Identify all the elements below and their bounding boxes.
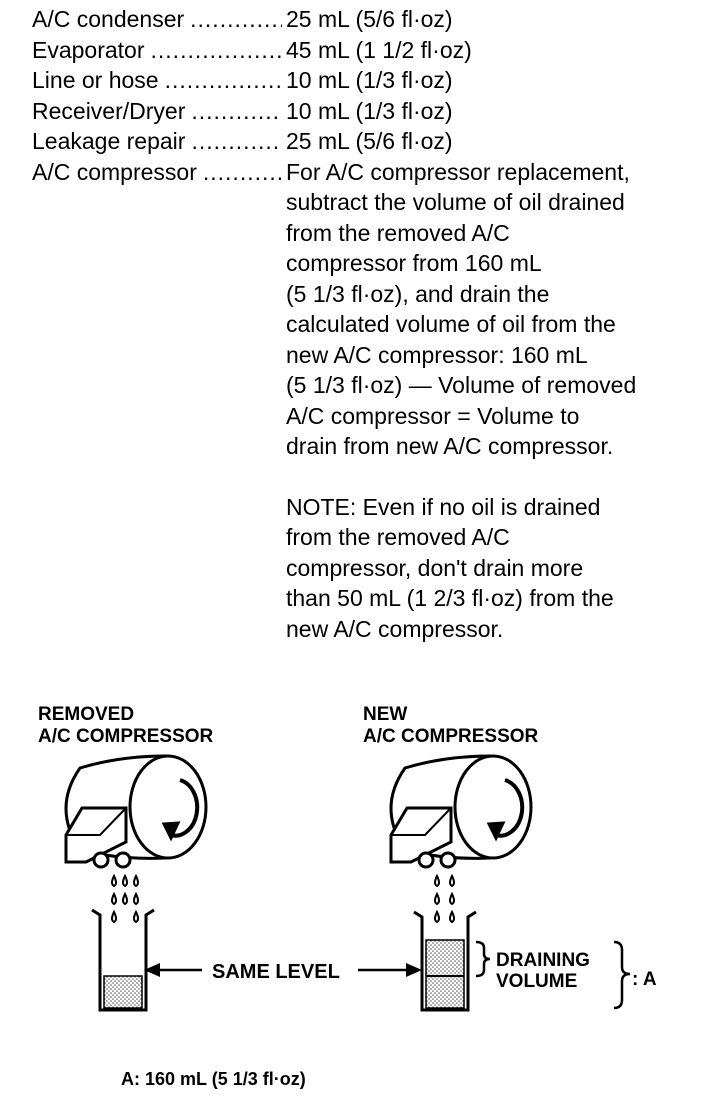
note-line: new A/C compressor. (286, 615, 504, 642)
note-line: from the removed A/C (286, 524, 510, 550)
same-level-arrow-right-icon (358, 963, 422, 977)
spec-value: 45 mL (1 1/2 fl·oz) (286, 36, 472, 63)
footnote: A: 160 mL (5 1/3 fl·oz) (121, 1069, 306, 1089)
instruction-line: new A/C compressor: 160 mL (286, 341, 588, 368)
removed-compressor-title-2: A/C COMPRESSOR (38, 726, 214, 747)
instruction-line: calculated volume of oil from the (286, 311, 616, 337)
removed-oil-drops-icon (112, 876, 138, 922)
instruction-line: For A/C compressor replacement, (286, 158, 630, 185)
instruction-line: subtract the volume of oil drained (286, 189, 625, 215)
spec-row-line-hose (32, 65, 692, 96)
draining-volume-label-2: VOLUME (496, 971, 578, 992)
spec-label: Leakage repair (32, 128, 186, 154)
note-line: than 50 mL (1 2/3 fl·oz) from the (286, 585, 614, 611)
instruction-line: from the removed A/C (286, 219, 510, 246)
instruction-line: drain from new A/C compressor. (286, 433, 614, 459)
draining-volume-brace-icon (476, 942, 490, 976)
spec-value: 25 mL (5/6 fl·oz) (286, 128, 453, 154)
spec-value: 25 mL (5/6 fl·oz) (286, 6, 453, 32)
new-measuring-cylinder (414, 912, 476, 1010)
spec-label: Line or hose (32, 67, 159, 93)
spec-label: Evaporator (32, 36, 145, 63)
instruction-line: (5 1/3 fl·oz) — Volume of removed (286, 372, 637, 398)
spec-value: 10 mL (1/3 fl·oz) (286, 67, 453, 93)
spec-row-leakage-repair (32, 126, 692, 157)
a-label: : A (632, 969, 657, 990)
same-level-label: SAME LEVEL (212, 961, 340, 983)
instruction-line: (5 1/3 fl·oz), and drain the (286, 280, 550, 307)
removed-compressor-illustration (66, 756, 206, 867)
spec-label: A/C compressor (32, 158, 197, 185)
removed-measuring-cylinder (92, 910, 154, 1010)
spec-value: 10 mL (1/3 fl·oz) (286, 97, 453, 124)
total-volume-brace-icon (614, 942, 630, 1008)
instruction-line: compressor from 160 mL (286, 250, 542, 276)
new-oil-drops-icon (435, 876, 454, 922)
new-compressor-illustration (391, 756, 531, 867)
spec-label: Receiver/Dryer (32, 97, 186, 124)
spec-row-evaporator (32, 35, 692, 66)
same-level-arrow-left-icon (144, 963, 202, 977)
note-line: NOTE: Even if no oil is drained (286, 493, 601, 520)
spec-label: A/C condenser (32, 6, 185, 32)
draining-volume-label-1: DRAINING (496, 950, 590, 971)
spec-row-receiver-dryer (32, 96, 692, 127)
compressor-instructions (282, 157, 686, 645)
removed-compressor-title-1: REMOVED (38, 704, 135, 725)
oil-capacity-spec (32, 4, 692, 644)
new-compressor-title-2: A/C COMPRESSOR (363, 726, 539, 747)
instruction-line: A/C compressor = Volume to (286, 402, 580, 429)
new-compressor-title-1: NEW (363, 704, 408, 725)
spec-row-condenser (32, 4, 692, 35)
note-block (286, 492, 686, 645)
spec-row-compressor (32, 157, 692, 645)
oil-drain-diagram (0, 690, 704, 1108)
note-line: compressor, don't drain more (286, 554, 584, 581)
